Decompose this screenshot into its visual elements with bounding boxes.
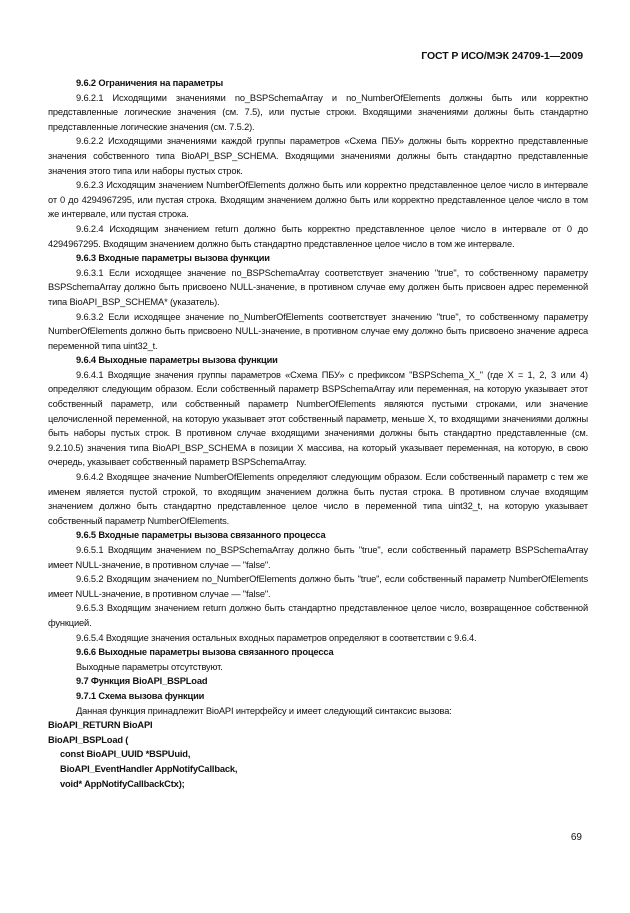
section-heading: 9.7 Функция BioAPI_BSPLoad (76, 676, 208, 687)
code-line: BioAPI_EventHandler AppNotifyCallback, (60, 763, 238, 774)
section-heading: 9.6.2 Ограничения на параметры (76, 78, 224, 88)
paragraph: 9.6.5.2 Входящим значением no_NumberOfElements должно быть "true", если собственный параметр NumberOfElements имеет NULL-значение, в противном случае — "false". (48, 574, 588, 599)
code-line: const BioAPI_UUID *BSPUuid, (60, 749, 191, 760)
document-header: ГОСТ Р ИСО/МЭК 24709-1—2009 (421, 50, 583, 62)
code-line: BioAPI_RETURN BioAPI (48, 720, 153, 731)
section-heading: 9.6.6 Выходные параметры вызова связанного процесса (76, 647, 334, 658)
page-number: 69 (570, 832, 582, 843)
paragraph: 9.6.5.1 Входящим значением no_BSPSchemaArray должно быть "true", если собственный параметр BSPSchemaArray имеет NULL-значение, в противном случае — "false". (48, 545, 588, 570)
section-heading: 9.6.4 Выходные параметры вызова функции (76, 355, 278, 366)
paragraph: 9.6.3.1 Если исходящее значение no_BSPSchemaArray соответствует значению "true", то собственному параметру BSPSchemaArray должно быть присвоено NULL-значение, в противном случае ему должен быть присвоен адрес переменной типа BioAPI_BSP_SCHEMA* (указатель). (48, 267, 588, 307)
paragraph: 9.6.2.2 Исходящими значениями каждой группы параметров «Схема ПБУ» должны быть корректно представленные значения собственного типа BioAPI_BSP_SCHEMA. Входящими значениями должны быть стандартно представленные значения этого типа или наборы пустых строк. (48, 136, 588, 176)
paragraph: 9.6.2.3 Исходящим значением NumberOfElements должно быть или корректно представленное целое число в интервале от 0 до 4294967295, или пустая строка. Входящим значением должно быть или корректно представленное целое число в том же интервале, или пустая строка. (48, 180, 588, 220)
paragraph: 9.6.4.2 Входящее значение NumberOfElements определяют следующим образом. Если собственный параметр с тем же именем является пустой строкой, то входящим значением должна быть пустая строка. В противном случае входящим значением должно быть стандартно представленное целое число в переменной типа uint32_t, на которую указывает собственный параметр NumberOfElements. (48, 472, 588, 526)
document-body (48, 76, 588, 791)
paragraph: 9.6.5.3 Входящим значением return должно быть стандартно представленное целое число, возвращенное собственной функцией. (48, 603, 588, 628)
section-heading: 9.6.5 Входные параметры вызова связанного процесса (76, 530, 326, 541)
code-line: void* AppNotifyCallbackCtx); (60, 778, 185, 789)
paragraph: 9.6.2.1 Исходящими значениями no_BSPSchemaArray и no_NumberOfElements должны быть или корректно представленные логические значения (см. 7.5), или пустые строки. Входящими значениями должны быть стандартно представленные логические значения (см. 7.5.2). (48, 92, 588, 132)
section-heading: 9.6.3 Входные параметры вызова функции (76, 253, 270, 264)
section-heading: 9.7.1 Схема вызова функции (76, 690, 205, 701)
paragraph: 9.6.3.2 Если исходящее значение no_NumberOfElements соответствует значению "true", то собственному параметру NumberOfElements должно быть присвоено NULL-значение, в противном случае ему должно быть присвоено значение адреса переменной типа uint32_t. (48, 311, 588, 351)
paragraph: 9.6.5.4 Входящие значения остальных входных параметров определяют в соответствии с 9.6.4. (76, 632, 477, 643)
code-line: BioAPI_BSPLoad ( (48, 734, 129, 745)
paragraph: Выходные параметры отсутствуют. (76, 661, 223, 672)
paragraph: Данная функция принадлежит BioAPI интерфейсу и имеет следующий синтаксис вызова: (76, 705, 452, 716)
paragraph: 9.6.2.4 Исходящим значением return должно быть корректно представленное целое число в интервале от 0 до 4294967295. Входящим значением должно быть стандартно представленное целое число в том же интервале. (48, 223, 588, 249)
paragraph: 9.6.4.1 Входящие значения группы параметров «Схема ПБУ» с префиксом "BSPSchema_X_" (где X = 1, 2, 3 или 4) определяют следующим образом. Если собственный параметр BSPSchemaArray или переменная, на которую указывает этот собственный параметр, или собственный параметр NumberOfElements являются пустыми строками, или значение целочисленной переменной, на которую указывает этот собственный параметр, меньше X, то входящими значениями должны быть наборы пустых строк. В противном случае входящими значениями должны быть стандартно представленные (см. 9.2.10.5) значения типа BioAPI_BSP_SCHEMA в позиции X массива, на который указывает переменная, на которую, в свою очередь, указывает собственный параметр BSPSchemaArray. (48, 369, 588, 468)
